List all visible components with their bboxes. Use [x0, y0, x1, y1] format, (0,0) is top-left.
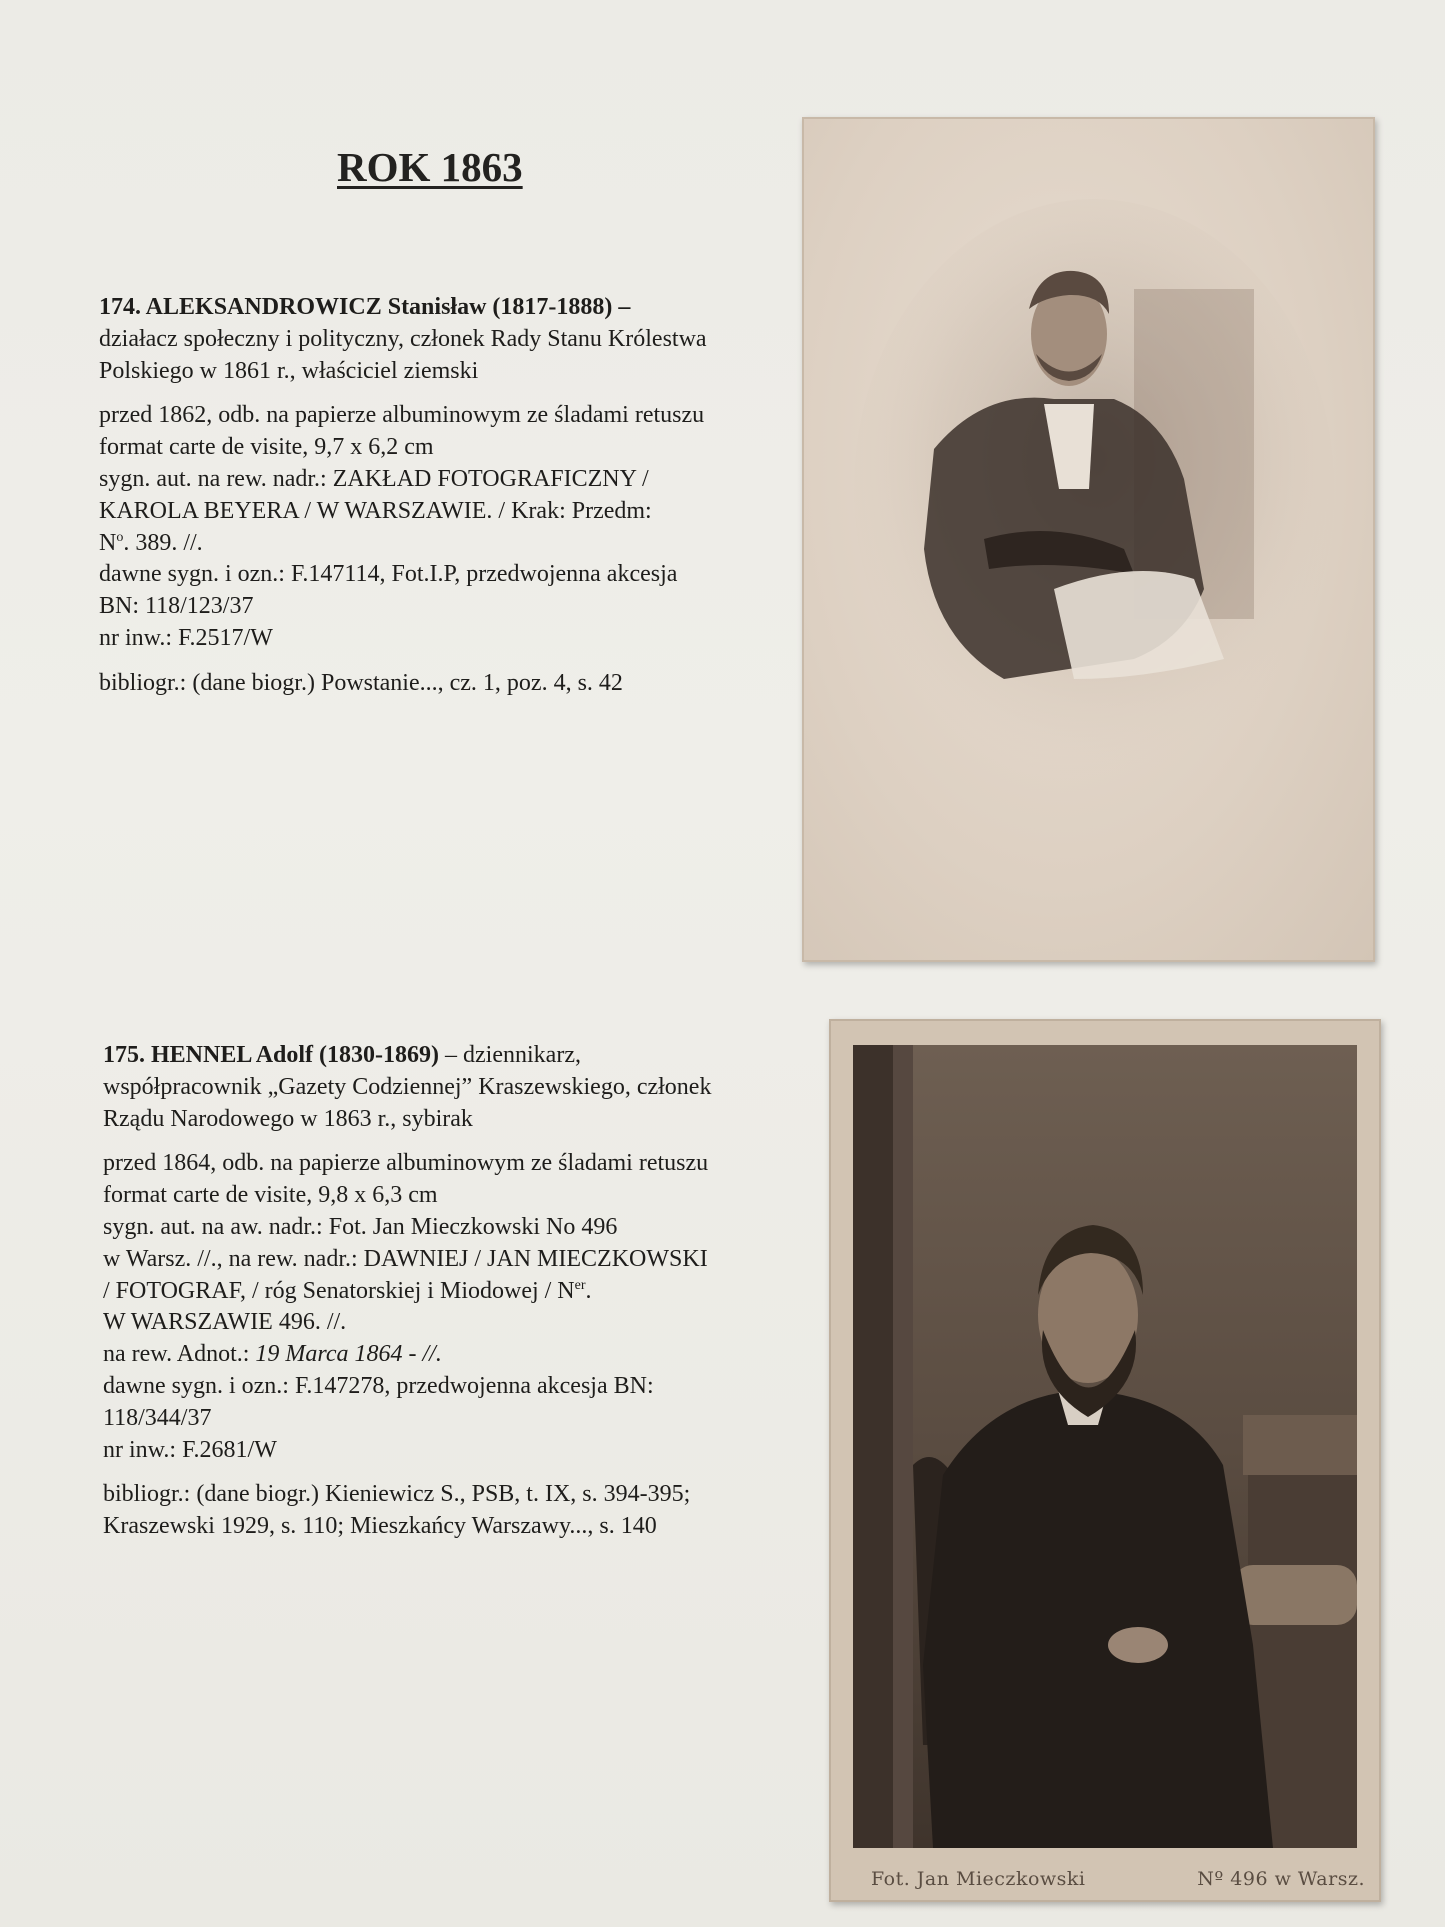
bio-line: działacz społeczny i polityczny, członek Rady Stanu Królestwa	[99, 325, 707, 352]
entry-bibliography	[99, 668, 707, 700]
detail-line: KAROLA BEYERA / W WARSZAWIE. / Krak: Przedm:	[99, 497, 652, 524]
entry-header	[99, 292, 707, 387]
detail-line: nr inw.: F.2681/W	[103, 1436, 277, 1463]
portrait-photo-aleksandrowicz	[804, 119, 1373, 960]
entry-heading-line	[103, 1040, 711, 1072]
detail-line: BN: 118/123/37	[99, 593, 254, 620]
biblio-line: Kraszewski 1929, s. 110; Mieszkańcy Warszawy..., s. 140	[103, 1513, 657, 1540]
photographer-imprint: Fot. Jan Mieczkowski	[871, 1868, 1086, 1890]
bio-line: współpracownik „Gazety Codziennej” Kraszewskiego, członek	[103, 1073, 712, 1100]
detail-line	[99, 528, 707, 560]
catalog-entry-174	[99, 292, 707, 713]
detail-line: dawne sygn. i ozn.: F.147114, Fot.I.P, przedwojenna akcesja	[99, 561, 678, 588]
detail-fragment: . 389. //.	[123, 529, 203, 556]
detail-line: w Warsz. //., na rew. nadr.: DAWNIEJ / JAN MIECZKOWSKI	[103, 1245, 708, 1272]
photo-image-area	[853, 1045, 1357, 1848]
detail-line: format carte de visite, 9,8 x 6,3 cm	[103, 1182, 438, 1209]
detail-line: format carte de visite, 9,7 x 6,2 cm	[99, 434, 434, 461]
detail-line: 118/344/37	[103, 1404, 212, 1431]
superscript: o	[116, 529, 124, 545]
detail-fragment: .	[585, 1277, 592, 1304]
entry-heading-rest: – dziennikarz,	[439, 1042, 581, 1068]
detail-line: sygn. aut. na aw. nadr.: Fot. Jan Mieczkowski No 496	[103, 1213, 618, 1240]
detail-line: sygn. aut. na rew. nadr.: ZAKŁAD FOTOGRAFICZNY /	[99, 465, 649, 492]
catalog-entry-175	[103, 1040, 711, 1556]
detail-line: przed 1864, odb. na papierze albuminowym ze śladami retuszu	[103, 1150, 709, 1177]
page-title: ROK 1863	[337, 144, 523, 190]
entry-header	[103, 1040, 711, 1135]
bio-line: Rządu Narodowego w 1863 r., sybirak	[103, 1105, 473, 1132]
carte-de-visite-photo-175	[829, 1019, 1381, 1902]
detail-line: przed 1862, odb. na papierze albuminowym ze śladami retuszu	[99, 402, 705, 429]
detail-line	[103, 1339, 711, 1371]
entry-heading-line	[99, 292, 707, 324]
entry-details	[99, 400, 707, 654]
studio-number-imprint: Nº 496 w Warsz.	[1197, 1868, 1365, 1890]
detail-line: W WARSZAWIE 496. //.	[103, 1309, 347, 1336]
biblio-line: bibliogr.: (dane biogr.) Powstanie..., cz. 1, poz. 4, s. 42	[99, 669, 623, 696]
bio-line: Polskiego w 1861 r., właściciel ziemski	[99, 357, 479, 384]
superscript: er	[574, 1277, 586, 1293]
entry-heading-dash: –	[612, 294, 631, 320]
detail-line	[103, 1276, 711, 1308]
entry-bibliography	[103, 1479, 711, 1543]
detail-fragment: / FOTOGRAF, / róg Senatorskiej i Miodowej / N	[103, 1277, 575, 1304]
carte-de-visite-photo-174	[802, 117, 1375, 962]
annotation-italic: 19 Marca 1864 - //.	[255, 1341, 442, 1368]
entry-heading: 174. ALEKSANDROWICZ Stanisław (1817-1888)	[99, 294, 613, 320]
detail-fragment: N	[99, 529, 117, 556]
entry-details	[103, 1148, 711, 1466]
detail-line: dawne sygn. i ozn.: F.147278, przedwojenna akcesja BN:	[103, 1372, 654, 1399]
portrait-photo-hennel	[853, 1045, 1357, 1848]
entry-heading: 175. HENNEL Adolf (1830-1869)	[103, 1042, 440, 1068]
biblio-line: bibliogr.: (dane biogr.) Kieniewicz S., PSB, t. IX, s. 394-395;	[103, 1481, 691, 1508]
detail-line: nr inw.: F.2517/W	[99, 624, 273, 651]
detail-fragment: na rew. Adnot.:	[103, 1341, 256, 1368]
